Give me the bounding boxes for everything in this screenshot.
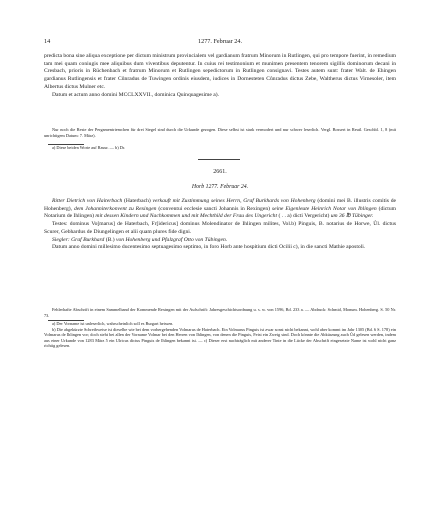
doc2-body	[44, 198, 396, 252]
doc1-paragraph: predicta bona sine aliqua exceptione per dictum ministrum provincialem vel gardianum fratrum Minorum in Rutlingen, qui pro tempore fuerint, in remedium tam mei quam coniugis mee aliquibus dum viventibus deputentur. In cuius rei testimonium et munimen presentem tenorem sigillis dominorum decani in Cresbach, prioris in Rüchenbach et fratrum Minorum et Rutlingen sepedictorum in Rutlingen consignavi. Testes autem sunt: frater Walt. de Ehingen gardianus Rutlingensis et frater Cůnradus de Tuwingen ordinis eiusdem, iudices in Dornesteten Cůnradus dictus Zebe, Waltherus dictus Virnesoler, item Albertus dictus Mulner etc.	[44, 53, 396, 90]
sealers-text-run: (B.)	[104, 236, 116, 243]
doc1-datum: Datum et actum anno domini MCCLXXVII., dominica Quinquagesime a).	[52, 91, 220, 98]
regest-text-run: (Haterbach)	[122, 198, 153, 204]
running-title: 1277. Februar 24.	[198, 38, 242, 45]
doc2-footnote: b) Die abgekürzte Schreibweise ist dieselbe wie bei dem vorhergehenden Volmarus de Haterbach. Ein Volmarus Pinguis ist zwar sonst nicht bekannt, wohl aber kommt im Jahr 1305 (Bd. 6 S. 178) ein Volmarus de Ihlingen vor; doch steht bei allen der Vorname Volmar bei den Herren von Ihlingen, von denen die Pinguis, Feist ein Zweig sind. Doch könnte die Abkürzung auch Ůd gelesen werden, indem aus einer Urkunde von 1283 März 5 ein Ulricus dictus Pinguis de Ihlingen bekannt ist. — c) Dieser erst nachträglich mit anderer Tinte in die Lücke der Abschrift eingesetzte Name ist wohl nicht ganz richtig gelesen.	[44, 326, 396, 349]
doc2-archive-note-text: Fehlerhafte Abschrift in einem Sammelband der Kommende Rexingen mit der Aufschrift: Jahresgeschichtsordnung u. s. w. von 1596, Bd. 233 a. — Abdruck: Schmid, Monum. Hohenberg. S. 50 Nr. 73.	[44, 307, 396, 318]
doc2-witnesses: Testes: dominus Vo[marus] de Haterbach, Fr[idericus] dominus Molendinator de Ihlingen milites, Vol.b) Pinguis, B. notarius de Horwe, Ůl. dictus Scurer, Gebhardus de Diungelingen et alii quam plures fide digni.	[44, 221, 396, 235]
regest-text-run: (conventui ecclesie sancti Johannis in Rexingen)	[156, 205, 272, 212]
page-header	[44, 38, 396, 48]
sealers-text-run: Siegler: Graf Burkhard	[52, 236, 105, 243]
doc2-datum: Datum anno domini millesimo ducentesimo septuagesimo septimo, in foro Horb ante hospitium dicti Ocilii c), in die sancti Mathie apostoli.	[52, 244, 366, 251]
document-dateline: Horb 1277. Februar 24.	[191, 184, 249, 190]
doc2-footnote: a) Der Vorname ist unleserlich, wahrscheinlich soll es Burgart heissen.	[52, 321, 174, 326]
doc1-footnote	[44, 145, 396, 151]
regest-text-run: verkauft mit Zustimmung seines Herrn, Graf Burkhards von Hohenberg	[152, 198, 316, 204]
doc2-archive-note	[44, 307, 396, 318]
section-divider	[198, 159, 240, 160]
doc1-body	[44, 53, 396, 99]
regest-text-run: seine Eigenleute Heinrich Notar von Ihlingen	[271, 205, 377, 212]
sealers-text-run: von Hohenberg und Pfalzgraf Otto von Tübingen.	[115, 236, 228, 243]
document-number: 2661.	[213, 169, 227, 175]
doc1-footnote-text: a) Diese beiden Worte auf Rasur. — b) Dr.	[52, 145, 126, 150]
regest-text-run: (domini mei B. illustris comitis de Hohenberg),	[44, 198, 396, 212]
doc2-footnotes	[44, 321, 396, 349]
doc1-source-note	[44, 127, 396, 138]
regest-text-run: dem Johanniterkonvent zu Rexingen	[73, 205, 157, 212]
doc1-source-note-text: Nur noch die Reste der Pergamentriemchen für drei Siegel sind durch die Urkunde gezogen. Diese selbst ist stark vermodert und nur schwer leserlich. Vergl. Bossert in Reutl. Geschbl. 1, 8 (mit unrichtigem Datum: 7. März).	[44, 127, 396, 138]
regest-text-run: Ritter Dietrich von Haiterbach	[52, 198, 123, 204]
page-number: 14	[44, 38, 51, 45]
doc2-regest	[44, 198, 396, 221]
regest-text-run: ( . . a) dicti Vergericht)	[277, 213, 331, 220]
regest-text-run: um 36 ℔ Tübinger.	[330, 213, 374, 220]
regest-text-run: (dictum Notarium de Ihlingen)	[44, 205, 396, 220]
regest-text-run: mit dessen Kindern und Nachkommen und mit Mechthild der Frau des Ungericht	[95, 213, 278, 220]
